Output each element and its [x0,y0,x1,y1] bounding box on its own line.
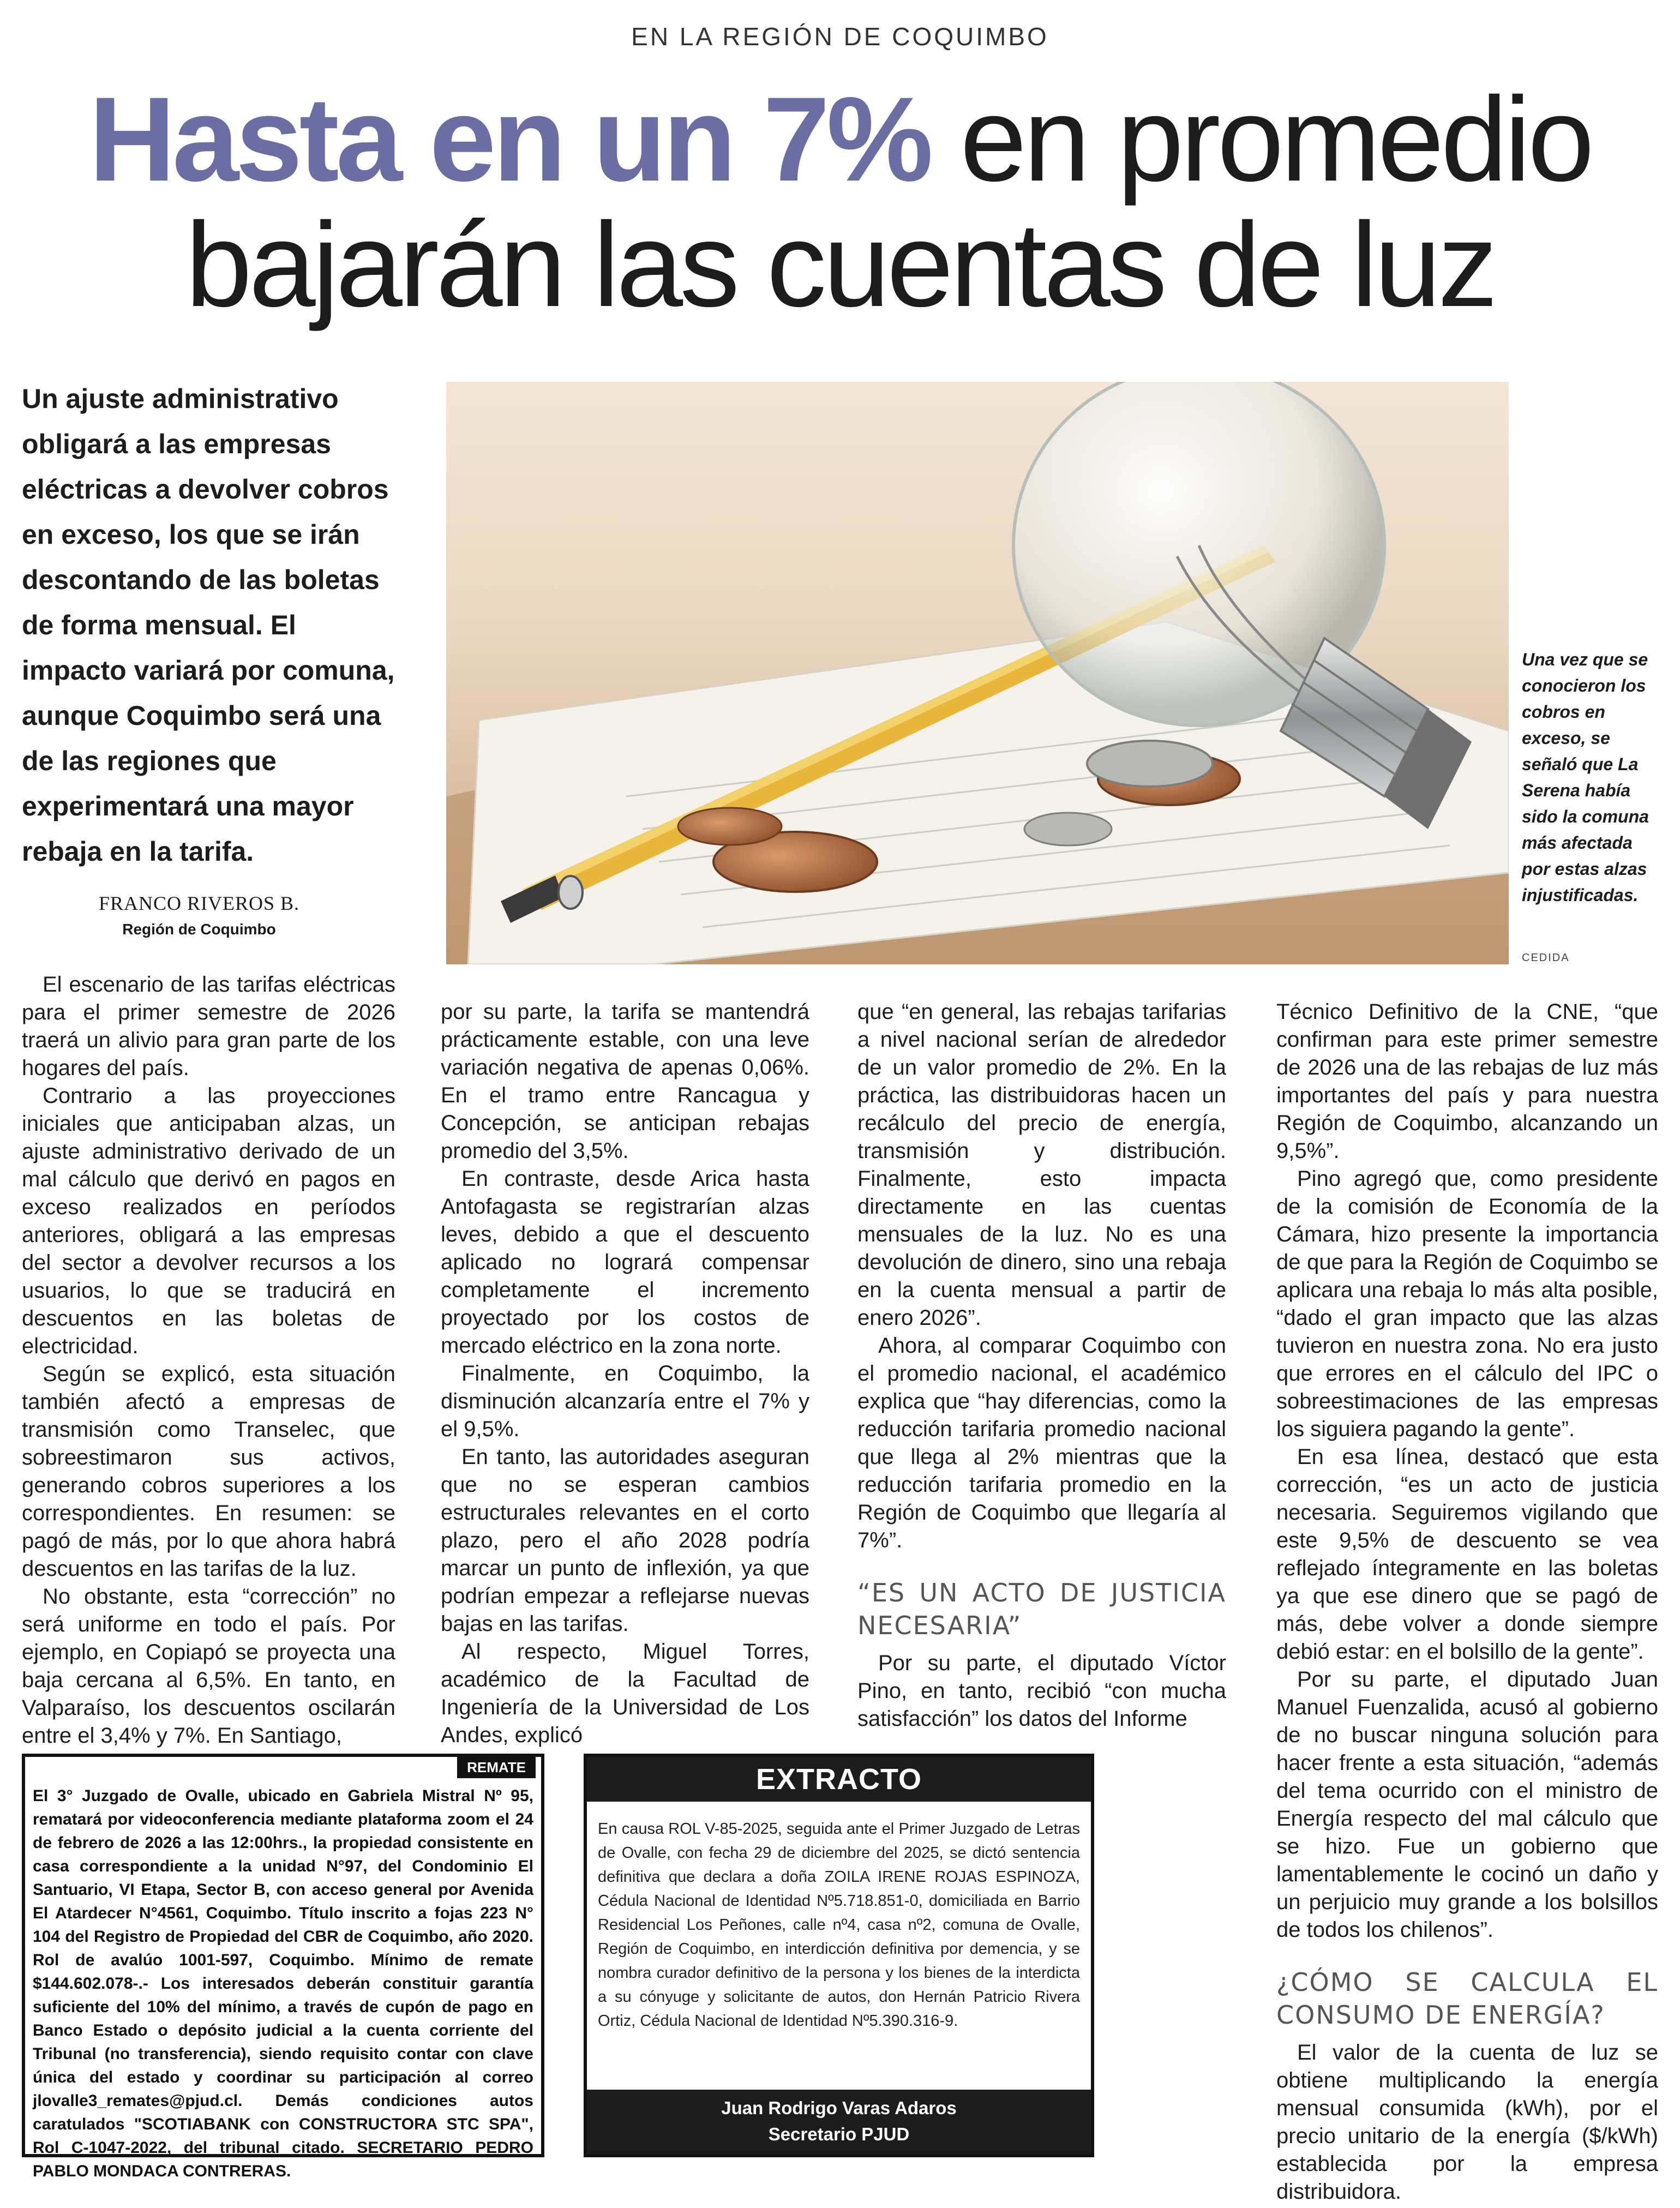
remate-text: El 3° Juzgado de Ovalle, ubicado en Gabriela Mistral Nº 95, rematará por videoconferencia mediante plataforma zoom el 24 de febrero de 2026 a las 12:00hrs., la propiedad consistente en casa correspondiente a la unidad N°97, del Condominio El Santuario, VI Etapa, Sector B, con acceso general por Avenida El Atardecer N°4561, Coquimbo. Título inscrito a fojas 223 N° 104 del Registro de Propiedad del CBR de Coquimbo, año 2020. Rol de avalúo 1001-597, Coquimbo. Mínimo de remate $144.602.078-.- Los interesados deberán constituir garantía suficiente del 10% del mínimo, a través de cupón de pago en Banco Estado o depósito judicial a la cuenta corriente del Tribunal (no transferencia), siendo requisito contar con clave única del estado y coordinar su participación al correo jlovalle3_remates@pjud.cl. Demás condiciones autos caratulados "SCOTIABANK con CONSTRUCTORA STC SPA", Rol C-1047-2022, del tribunal citado. SECRETARIO PEDRO PABLO MONDACA CONTRERAS. [33,1787,533,2180]
photo-credit: CEDIDA [1522,952,1570,964]
headline-highlight: Hasta en un 7% [88,72,930,206]
paragraph: El valor de la cuenta de luz se obtiene multiplicando la energía mensual consumida (kWh), por el precio unitario de la energía ($/kWh) establecida por la empresa distribuidora. [1276,2041,1658,2204]
paragraph: Finalmente, en Coquimbo, la disminución alcanzaría entre el 7% y el 9,5%. [441,1361,809,1441]
article-column-2 [441,998,809,1749]
paragraph: El escenario de las tarifas eléctricas para el primer semestre de 2026 traerá un alivio para gran parte de los hogares del país. [22,973,395,1080]
paragraph: Por su parte, el diputado Juan Manuel Fuenzalida, acusó al gobierno de no buscar ninguna solución para hacer frente a esta situación, “además del tema ocurrido con el ministro de Energía respecto del mal cálculo que se hizo. Fue un gobierno que lamentablemente le cocinó un daño y un perjuicio muy grande a los bolsillos de todos los chilenos”. [1276,1667,1658,1942]
lead-paragraph: Un ajuste administrativo obligará a las empresas eléctricas a devolver cobros en exceso, los que se irán descontando de las boletas de forma mensual. El impacto variará por comuna, aunque Coquimbo será una de las regiones que experimentará una mayor rebaja en la tarifa. [22,383,395,867]
paragraph: que “en general, las rebajas tarifarias a nivel nacional serían de alrededor de un valor promedio de 2%. En la práctica, las distribuidoras hacen un recálculo del precio de energía, transmisión y distribución. Finalmente, esto impacta directamente en las cuentas mensuales de la luz. No es una devolución de dinero, sino una rebaja en la cuenta mensual a partir de enero 2026”. [857,1000,1226,1330]
paragraph: por su parte, la tarifa se mantendrá prácticamente estable, con una leve variación negativa de apenas 0,06%. En el tramo entre Rancagua y Concepción, se anticipan rebajas promedio del 3,5%. [441,1000,809,1163]
extracto-signer: Juan Rodrigo Varas Adaros [721,2098,957,2118]
paragraph: Contrario a las proyecciones iniciales que anticipaban alzas, un ajuste administrativo derivado de un mal cálculo que derivó en pagos en exceso realizados en períodos anteriores, obligará a las empresas del sector a devolver recursos a los usuarios, lo que se traducirá en descuentos en las boletas de electricidad. [22,1084,395,1358]
lightbulb-photo-illustration [446,382,1509,964]
paragraph: Según se explicó, esta situación también afectó a empresas de transmisión como Transelec, que sobreestimaron sus activos, generando cobros superiores a los correspondientes. En resumen: se pagó de más, por lo que ahora habrá descuentos en las tarifas de la luz. [22,1362,395,1581]
byline-region: Región de Coquimbo [122,921,276,938]
section-kicker: EN LA REGIÓN DE COQUIMBO [631,22,1049,51]
paragraph: Pino agregó que, como presidente de la comisión de Economía de la Cámara, hizo presente la importancia de que para la Región de Coquimbo se aplicara una rebaja lo más alta posible, “dado el gran impacto que las alzas tuvieron en nuestra zona. No era justo que errores en el cálculo del IPC o sobreestimaciones de las empresas los siguiera pagando la gente”. [1276,1167,1658,1441]
extracto-signature [587,2090,1091,2154]
paragraph: Al respecto, Miguel Torres, académico de la Facultad de Ingeniería de la Universidad de Los Andes, explicó [441,1640,809,1747]
article-column-3 [857,998,1226,1733]
article-photo [446,382,1509,964]
byline-author: FRANCO RIVEROS B. [98,892,300,914]
paragraph: En esa línea, destacó que esta corrección, “es un acto de justicia necesaria. Seguiremos vigilando que este 9,5% de descuento se vea reflejado íntegramente en las boletas ya que ese dinero que se pagó de más, debe volver a donde siempre debió estar: en el bolsillo de la gente”. [1276,1445,1658,1664]
extracto-title: EXTRACTO [587,1757,1091,1802]
paragraph: Técnico Definitivo de la CNE, “que confirman para este primer semestre de 2026 una de las rebajas de luz más importantes del país y para nuestra Región de Coquimbo, alcanzando un 9,5%”. [1276,1000,1658,1163]
paragraph: En tanto, las autoridades aseguran que no se esperan cambios estructurales relevantes en el corto plazo, pero el año 2028 podría marcar un punto de inflexión, ya que podrían empezar a reflejarse nuevas bajas en las tarifas. [441,1445,809,1636]
paragraph: Por su parte, el diputado Víctor Pino, en tanto, recibió “con mucha satisfacción” los datos del Informe [857,1651,1226,1731]
headline [0,72,1680,332]
remate-notice [22,1754,544,2180]
paragraph: En contraste, desde Arica hasta Antofagasta se registrarían alzas leves, debido a que el descuento aplicado no logrará compensar completamente el incremento proyectado por los costos de mercado eléctrico en la zona norte. [441,1167,809,1358]
paragraph: No obstante, esta “corrección” no será uniforme en todo el país. Por ejemplo, en Copiapó se proyecta una baja cercana al 6,5%. En tanto, en Valparaíso, los descuentos oscilarán entre el 3,4% y 7%. En Santiago, [22,1585,395,1748]
extracto-signer-title: Secretario PJUD [768,2124,910,2144]
photo-caption: Una vez que se conocieron los cobros en exceso, se señaló que La Serena había sido la comuna más afectada por estas alzas injustificadas. [1522,650,1649,905]
article-column-1 [22,971,395,1750]
headline-line-2: bajarán las cuentas de luz [185,197,1495,332]
headline-rest: en promedio [960,72,1592,206]
subheading-calculo: ¿CÓMO SE CALCULA EL CONSUMO DE ENERGÍA? [1276,1967,1658,2030]
extracto-text: En causa ROL V-85-2025, seguida ante el Primer Juzgado de Letras de Ovalle, con fecha 29 de diciembre del 2025, se dictó sentencia definitiva que declara a doña ZOILA IRENE ROJAS ESPINOZA, Cédula Nacional de Identidad Nº5.718.851-0, domiciliada en Barrio Residencial Los Peñones, calle nº4, casa nº2, comuna de Ovalle, Región de Coquimbo, en interdicción definitiva por demencia, y se nombra curador definitivo de la persona y los bienes de la interdicta a su cónyuge y solicitante de autos, don Hernán Patricio Rivera Ortiz, Cédula Nacional de Identidad Nº5.390.316-9. [598,1820,1080,2030]
article-column-4 [1276,998,1658,2206]
headline-line-1 [0,72,1680,206]
remate-tag: REMATE [457,1757,536,1778]
subheading-justicia: “ES UN ACTO DE JUSTICIA NECESARIA” [857,1578,1226,1640]
extracto-notice [584,1754,1094,2157]
paragraph: Ahora, al comparar Coquimbo con el promedio nacional, el académico explica que “hay diferencias, como la reducción tarifaria promedio nacional que llega al 2% mientras que la reducción tarifaria promedio en la Región de Coquimbo que llegaría al 7%”. [857,1334,1226,1552]
